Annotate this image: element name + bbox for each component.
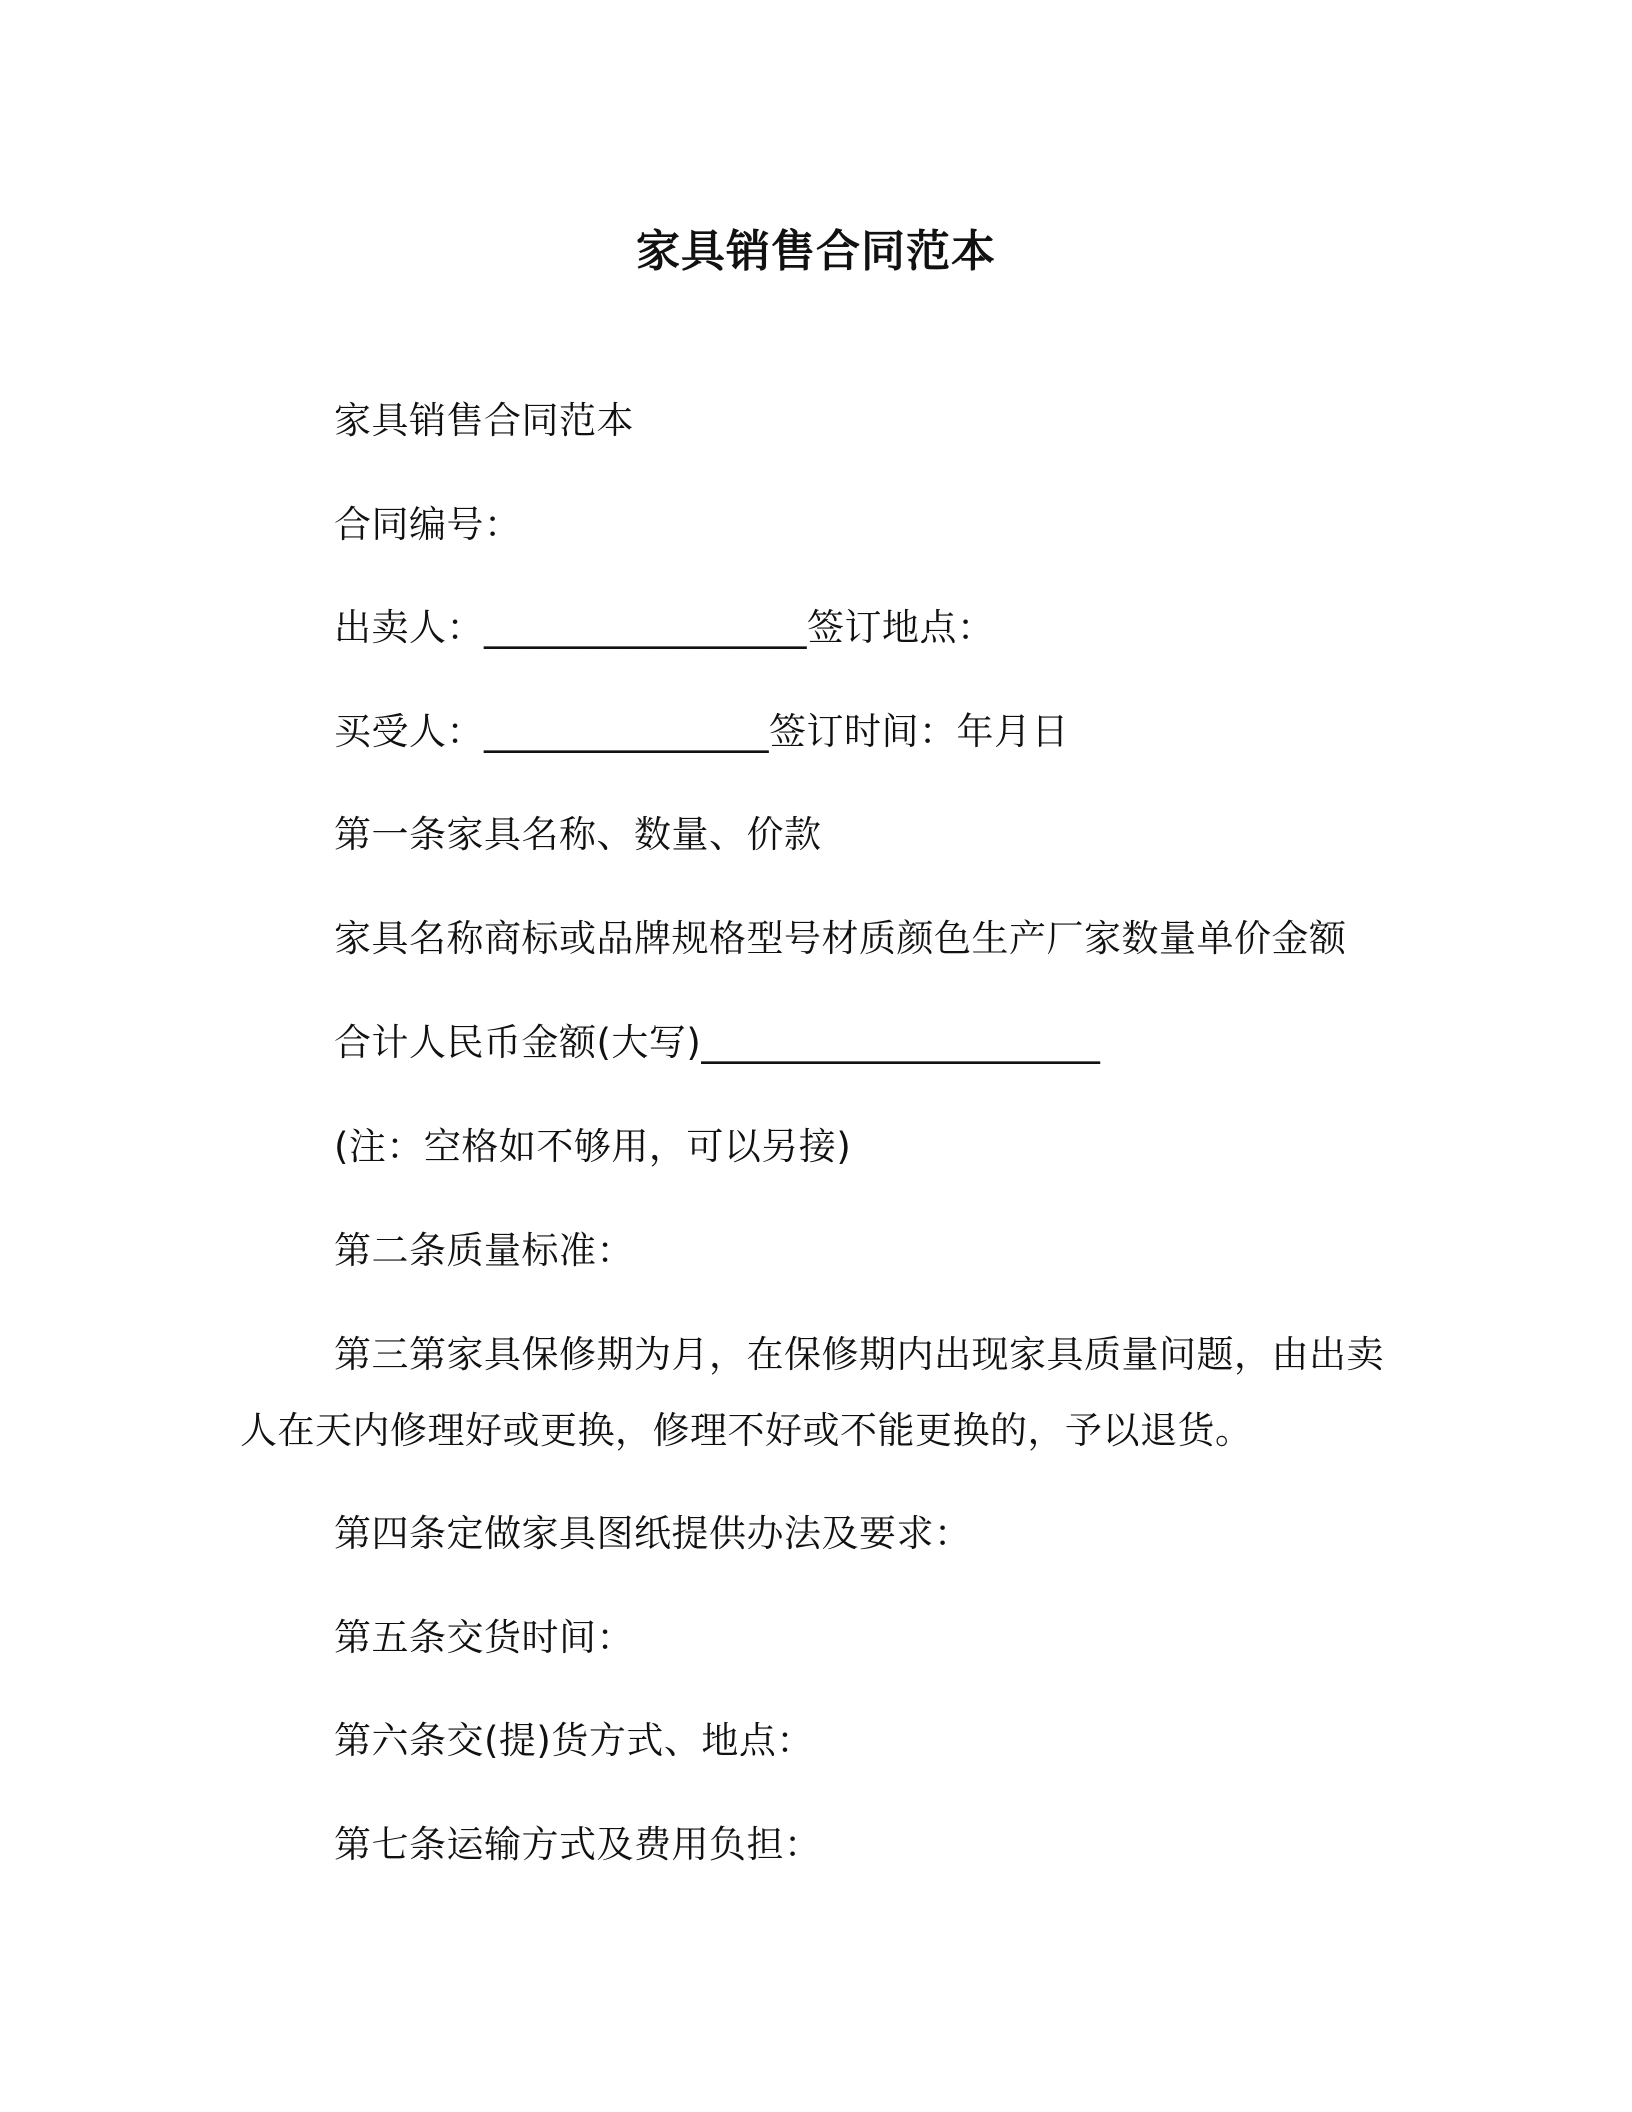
subtitle-line: 家具销售合同范本 — [334, 399, 634, 442]
article-4-heading: 第四条定做家具图纸提供办法及要求： — [334, 1512, 972, 1555]
article-2-heading: 第二条质量标准： — [334, 1229, 634, 1272]
seller-line: 出卖人：_________________签订地点： — [334, 606, 995, 649]
note-line: (注：空格如不够用，可以另接) — [334, 1125, 852, 1168]
document-title: 家具销售合同范本 — [636, 226, 996, 277]
article-3-line-2: 人在天内修理好或更换，修理不好或不能更换的，予以退货。 — [240, 1409, 1253, 1452]
table-header-line: 家具名称商标或品牌规格型号材质颜色生产厂家数量单价金额 — [334, 917, 1347, 960]
total-amount-line: 合计人民币金额(大写)_____________________ — [334, 1021, 1101, 1064]
article-3-line-1: 第三第家具保修期为月，在保修期内出现家具质量问题，由出卖 — [334, 1333, 1384, 1376]
buyer-line: 买受人：_______________签订时间：年月日 — [334, 710, 1069, 753]
article-5-heading: 第五条交货时间： — [334, 1616, 634, 1659]
contract-number-line: 合同编号： — [334, 503, 522, 546]
article-1-heading: 第一条家具名称、数量、价款 — [334, 813, 822, 856]
article-6-heading: 第六条交(提)货方式、地点： — [334, 1719, 814, 1762]
article-7-heading: 第七条运输方式及费用负担： — [334, 1823, 822, 1866]
